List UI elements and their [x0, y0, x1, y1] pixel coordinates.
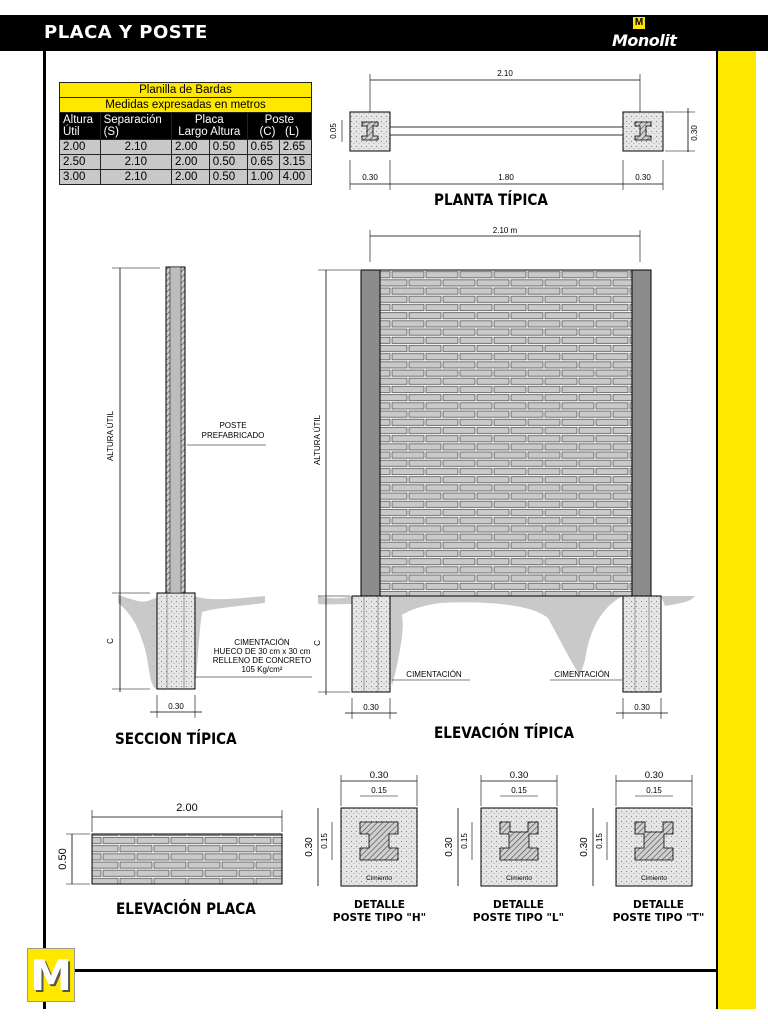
th-poste: Poste (C) (L): [247, 113, 311, 140]
table-row: 2.00 2.10 2.00 0.50 0.65 2.65: [60, 140, 312, 155]
svg-text:0.30: 0.30: [369, 770, 389, 781]
seccion-c-label: C: [106, 638, 115, 644]
svg-text:0.30: 0.30: [579, 837, 590, 857]
corner-logo-letter: M: [30, 951, 72, 1000]
svg-text:0.15: 0.15: [511, 786, 527, 795]
svg-text:Cimiento: Cimiento: [366, 875, 392, 882]
brand-name: Monolit: [612, 31, 677, 50]
planta-dim-mid: 1.80: [498, 173, 514, 182]
planta-title: PLANTA TÍPICA: [434, 190, 548, 209]
svg-text:0.30: 0.30: [444, 837, 455, 857]
elev-cim-left: CIMENTACIÓN: [406, 670, 462, 679]
cim-label-1: CIMENTACIÓN: [234, 638, 290, 647]
elev-dim-right: 0.30: [634, 703, 650, 712]
planta-dim-left: 0.30: [362, 173, 378, 182]
cim-label-4: 105 Kg/cm²: [241, 665, 283, 674]
elev-dim-top: 2.10 m: [492, 226, 518, 235]
seccion-title: SECCION TÍPICA: [115, 729, 237, 748]
cim-label-3: RELLENO DE CONCRETO: [212, 656, 312, 665]
seccion-tipica: [106, 267, 312, 718]
detalle-t-label: DETALLE POSTE TIPO "T": [612, 899, 705, 924]
svg-text:0.15: 0.15: [320, 833, 329, 849]
svg-text:Cimiento: Cimiento: [641, 875, 667, 882]
svg-text:0.15: 0.15: [371, 786, 387, 795]
placa-title: ELEVACIÓN PLACA: [116, 899, 256, 918]
planta-dim-right: 0.30: [635, 173, 651, 182]
cim-label-2: HUECO DE 30 cm x 30 cm: [213, 647, 311, 656]
poste-label-1: POSTE: [219, 421, 247, 430]
table-subtitle: Medidas expresadas en metros: [60, 98, 312, 113]
svg-text:0.15: 0.15: [646, 786, 662, 795]
th-altura: Altura Útil: [60, 113, 101, 140]
poste-label-2: PREFABRICADO: [201, 431, 265, 440]
th-placa: Placa Largo Altura: [171, 113, 247, 140]
placa-dim-h: 0.50: [57, 848, 69, 870]
planta-dim-small: 0.05: [329, 123, 338, 139]
placa-dim-w: 2.00: [176, 802, 198, 814]
svg-text:0.30: 0.30: [644, 770, 664, 781]
svg-text:0.30: 0.30: [509, 770, 529, 781]
elevacion-placa: [57, 802, 282, 884]
brand-mark: M: [634, 17, 644, 28]
detalle-l-label: DETALLE POSTE TIPO "L": [472, 899, 565, 924]
detalle-h: [304, 770, 417, 886]
table-row: 3.00 2.10 2.00 0.50 1.00 4.00: [60, 170, 312, 185]
seccion-altura-label: ALTURA ÚTIL: [106, 410, 115, 462]
elev-altura-label: ALTURA ÚTIL: [313, 414, 322, 466]
svg-text:0.30: 0.30: [304, 837, 315, 857]
th-separacion: Separación (S): [100, 113, 171, 140]
elevacion-tipica: [313, 226, 695, 719]
detalle-h-label: DETALLE POSTE TIPO "H": [332, 899, 427, 924]
elev-dim-left: 0.30: [363, 703, 379, 712]
svg-text:0.15: 0.15: [460, 833, 469, 849]
svg-text:Cimiento: Cimiento: [506, 875, 532, 882]
svg-text:0.15: 0.15: [595, 833, 604, 849]
planta-dim-side: 0.30: [690, 125, 699, 141]
planta-dim-total: 2.10: [497, 69, 513, 78]
elevacion-title: ELEVACIÓN TÍPICA: [434, 723, 574, 742]
table-title: Planilla de Bardas: [60, 83, 312, 98]
detalle-l: [444, 770, 557, 886]
seccion-dim-base: 0.30: [168, 702, 184, 711]
detalle-t: [579, 770, 692, 886]
elev-c-label: C: [313, 640, 322, 646]
page-title: PLACA Y POSTE: [44, 22, 208, 43]
table-row: 2.50 2.10 2.00 0.50 0.65 3.15: [60, 155, 312, 170]
planta-tipica: [329, 69, 699, 190]
elev-cim-right: CIMENTACIÓN: [554, 670, 610, 679]
